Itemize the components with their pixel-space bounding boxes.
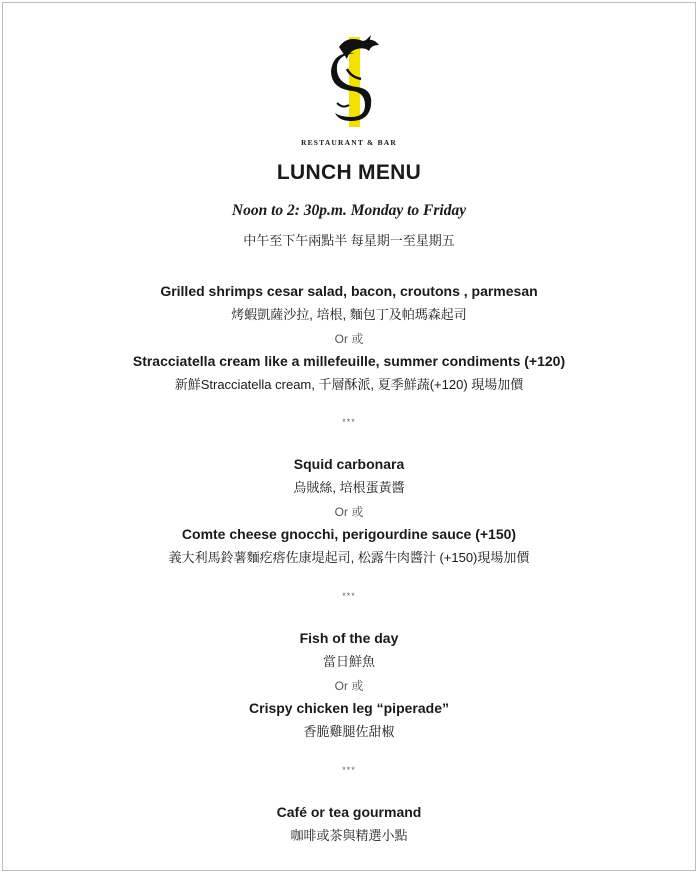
page-title: LUNCH MENU — [276, 161, 422, 184]
dragon-s-logo-icon — [325, 33, 383, 129]
dish-gnocchi-zh: 義大利馬鈴薯麵疙瘩佐康堤起司, 松露牛肉醬汁 (+150)現場加價 — [168, 550, 530, 565]
dish-chicken-leg-zh: 香脆雞腿佐甜椒 — [303, 724, 395, 739]
dish-chicken-leg: Crispy chicken leg “piperade” — [249, 700, 449, 716]
dish-squid-carbonara-zh: 烏賊絲, 培根蛋黃醬 — [293, 480, 405, 495]
dish-fish-of-day-zh: 當日鮮魚 — [322, 654, 375, 669]
dish-gnocchi: Comte cheese gnocchi, perigourdine sauce (+150) — [181, 526, 517, 542]
hours-zh: 中午至下午兩點半 每星期一至星期五 — [243, 233, 455, 248]
dish-cafe-gourmand: Café or tea gourmand — [276, 804, 422, 820]
hours-en: Noon to 2: 30p.m. Monday to Friday — [231, 202, 467, 219]
brand-name: RESTAURANT & BAR — [300, 138, 398, 147]
dish-stracciatella: Stracciatella cream like a millefeuille, summer condiments (+120) — [132, 353, 566, 369]
or-separator: Or 或 — [334, 679, 364, 693]
or-separator: Or 或 — [334, 505, 364, 519]
dish-stracciatella-zh: 新鮮Stracciatella cream, 千層酥派, 夏季鮮蔬(+120) 現場加價 — [174, 377, 524, 392]
course-divider: *** — [342, 765, 356, 775]
menu-page — [2, 2, 696, 871]
course-divider: *** — [342, 417, 356, 427]
dish-shrimp-salad-zh: 烤蝦凱薩沙拉, 培根, 麵包丁及帕瑪森起司 — [231, 307, 467, 322]
dish-shrimp-salad: Grilled shrimps cesar salad, bacon, croutons , parmesan — [160, 283, 538, 299]
or-separator: Or 或 — [334, 332, 364, 346]
dish-cafe-gourmand-zh: 咖啡或茶與精選小點 — [290, 828, 408, 843]
course-divider: *** — [342, 591, 356, 601]
dish-squid-carbonara: Squid carbonara — [293, 456, 405, 472]
dish-fish-of-day: Fish of the day — [299, 630, 399, 646]
